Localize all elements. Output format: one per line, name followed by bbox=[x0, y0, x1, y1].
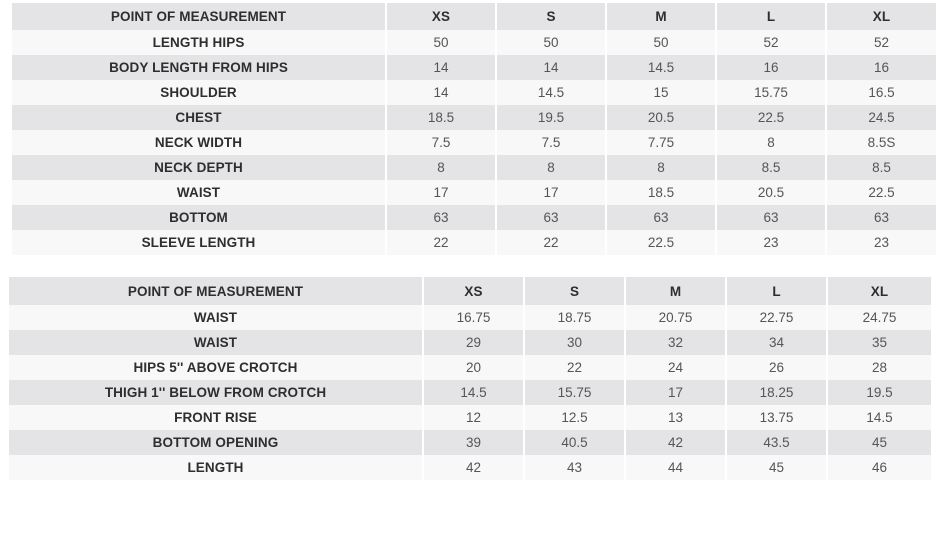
size-value-cell: 15.75 bbox=[525, 380, 624, 405]
table-row bbox=[9, 330, 931, 355]
size-value-cell: 20.5 bbox=[717, 180, 825, 205]
size-value-cell: 42 bbox=[626, 430, 725, 455]
measurement-label: WAIST bbox=[12, 180, 385, 205]
size-value-cell: 17 bbox=[626, 380, 725, 405]
size-value-cell: 8 bbox=[497, 155, 605, 180]
header-size-xs: XS bbox=[387, 3, 495, 30]
size-value-cell: 43.5 bbox=[727, 430, 826, 455]
header-size-xl: XL bbox=[827, 3, 936, 30]
size-value-cell: 22 bbox=[387, 230, 495, 255]
size-value-cell: 14.5 bbox=[424, 380, 523, 405]
size-value-cell: 14 bbox=[497, 55, 605, 80]
measurement-label: SLEEVE LENGTH bbox=[12, 230, 385, 255]
size-value-cell: 16 bbox=[827, 55, 936, 80]
size-value-cell: 26 bbox=[727, 355, 826, 380]
size-value-cell: 50 bbox=[607, 30, 715, 55]
header-size-s: S bbox=[525, 277, 624, 305]
size-value-cell: 23 bbox=[827, 230, 936, 255]
size-value-cell: 14.5 bbox=[828, 405, 931, 430]
top-size-chart-table bbox=[10, 3, 938, 255]
size-value-cell: 63 bbox=[607, 205, 715, 230]
measurement-label: BOTTOM bbox=[12, 205, 385, 230]
size-value-cell: 22.75 bbox=[727, 305, 826, 330]
measurement-label: FRONT RISE bbox=[9, 405, 422, 430]
table-row bbox=[12, 80, 936, 105]
header-size-m: M bbox=[626, 277, 725, 305]
size-value-cell: 8.5 bbox=[717, 155, 825, 180]
size-value-cell: 43 bbox=[525, 455, 624, 480]
measurement-label: SHOULDER bbox=[12, 80, 385, 105]
size-value-cell: 7.5 bbox=[387, 130, 495, 155]
size-value-cell: 17 bbox=[497, 180, 605, 205]
measurement-label: LENGTH bbox=[9, 455, 422, 480]
header-size-s: S bbox=[497, 3, 605, 30]
size-value-cell: 18.75 bbox=[525, 305, 624, 330]
size-value-cell: 34 bbox=[727, 330, 826, 355]
bottom-table-header bbox=[9, 277, 931, 305]
header-size-m: M bbox=[607, 3, 715, 30]
size-value-cell: 16.75 bbox=[424, 305, 523, 330]
size-value-cell: 42 bbox=[424, 455, 523, 480]
bottom-size-chart-table bbox=[7, 277, 933, 480]
table-row bbox=[9, 380, 931, 405]
size-value-cell: 22.5 bbox=[717, 105, 825, 130]
measurement-label: WAIST bbox=[9, 305, 422, 330]
table-row bbox=[12, 130, 936, 155]
size-value-cell: 35 bbox=[828, 330, 931, 355]
size-value-cell: 46 bbox=[828, 455, 931, 480]
size-value-cell: 44 bbox=[626, 455, 725, 480]
header-size-l: L bbox=[727, 277, 826, 305]
size-value-cell: 8 bbox=[717, 130, 825, 155]
table-row bbox=[12, 180, 936, 205]
size-value-cell: 15.75 bbox=[717, 80, 825, 105]
size-value-cell: 20 bbox=[424, 355, 523, 380]
size-value-cell: 63 bbox=[387, 205, 495, 230]
size-value-cell: 22 bbox=[497, 230, 605, 255]
table-row bbox=[9, 455, 931, 480]
size-value-cell: 20.5 bbox=[607, 105, 715, 130]
size-value-cell: 12 bbox=[424, 405, 523, 430]
size-value-cell: 12.5 bbox=[525, 405, 624, 430]
header-size-xl: XL bbox=[828, 277, 931, 305]
size-value-cell: 24.5 bbox=[827, 105, 936, 130]
table-row bbox=[12, 30, 936, 55]
size-value-cell: 22 bbox=[525, 355, 624, 380]
size-value-cell: 14.5 bbox=[497, 80, 605, 105]
header-size-l: L bbox=[717, 3, 825, 30]
size-value-cell: 16 bbox=[717, 55, 825, 80]
table-row bbox=[9, 430, 931, 455]
table-row bbox=[9, 355, 931, 380]
header-point-of-measurement: POINT OF MEASUREMENT bbox=[9, 277, 422, 305]
header-point-of-measurement: POINT OF MEASUREMENT bbox=[12, 3, 385, 30]
measurement-label: HIPS 5'' ABOVE CROTCH bbox=[9, 355, 422, 380]
size-value-cell: 39 bbox=[424, 430, 523, 455]
table-row bbox=[9, 305, 931, 330]
measurement-label: CHEST bbox=[12, 105, 385, 130]
size-value-cell: 45 bbox=[727, 455, 826, 480]
size-value-cell: 32 bbox=[626, 330, 725, 355]
table-row bbox=[12, 230, 936, 255]
size-value-cell: 30 bbox=[525, 330, 624, 355]
size-value-cell: 15 bbox=[607, 80, 715, 105]
size-value-cell: 52 bbox=[717, 30, 825, 55]
size-value-cell: 7.75 bbox=[607, 130, 715, 155]
measurement-label: WAIST bbox=[9, 330, 422, 355]
size-value-cell: 19.5 bbox=[828, 380, 931, 405]
size-value-cell: 52 bbox=[827, 30, 936, 55]
top-table-body bbox=[12, 30, 936, 255]
measurement-label: NECK WIDTH bbox=[12, 130, 385, 155]
header-row bbox=[9, 277, 931, 305]
size-value-cell: 16.5 bbox=[827, 80, 936, 105]
table-row bbox=[12, 105, 936, 130]
header-row bbox=[12, 3, 936, 30]
size-value-cell: 14 bbox=[387, 80, 495, 105]
size-value-cell: 18.5 bbox=[387, 105, 495, 130]
size-value-cell: 63 bbox=[827, 205, 936, 230]
size-value-cell: 22.5 bbox=[607, 230, 715, 255]
size-value-cell: 50 bbox=[497, 30, 605, 55]
bottom-table-body bbox=[9, 305, 931, 480]
size-value-cell: 20.75 bbox=[626, 305, 725, 330]
size-value-cell: 17 bbox=[387, 180, 495, 205]
size-value-cell: 13 bbox=[626, 405, 725, 430]
size-value-cell: 40.5 bbox=[525, 430, 624, 455]
size-value-cell: 22.5 bbox=[827, 180, 936, 205]
size-value-cell: 24.75 bbox=[828, 305, 931, 330]
size-value-cell: 29 bbox=[424, 330, 523, 355]
header-size-xs: XS bbox=[424, 277, 523, 305]
size-value-cell: 63 bbox=[717, 205, 825, 230]
size-value-cell: 28 bbox=[828, 355, 931, 380]
table-row bbox=[12, 55, 936, 80]
size-value-cell: 19.5 bbox=[497, 105, 605, 130]
table-row bbox=[12, 205, 936, 230]
table-row bbox=[12, 155, 936, 180]
size-value-cell: 14.5 bbox=[607, 55, 715, 80]
measurement-label: BODY LENGTH FROM HIPS bbox=[12, 55, 385, 80]
size-value-cell: 18.25 bbox=[727, 380, 826, 405]
size-value-cell: 14 bbox=[387, 55, 495, 80]
measurement-label: BOTTOM OPENING bbox=[9, 430, 422, 455]
size-value-cell: 18.5 bbox=[607, 180, 715, 205]
size-value-cell: 8.5S bbox=[827, 130, 936, 155]
size-value-cell: 50 bbox=[387, 30, 495, 55]
size-value-cell: 8.5 bbox=[827, 155, 936, 180]
size-value-cell: 7.5 bbox=[497, 130, 605, 155]
size-value-cell: 8 bbox=[387, 155, 495, 180]
measurement-label: LENGTH HIPS bbox=[12, 30, 385, 55]
size-value-cell: 63 bbox=[497, 205, 605, 230]
measurement-label: THIGH 1'' BELOW FROM CROTCH bbox=[9, 380, 422, 405]
table-row bbox=[9, 405, 931, 430]
size-value-cell: 23 bbox=[717, 230, 825, 255]
size-value-cell: 8 bbox=[607, 155, 715, 180]
top-table-header bbox=[12, 3, 936, 30]
size-value-cell: 24 bbox=[626, 355, 725, 380]
size-value-cell: 13.75 bbox=[727, 405, 826, 430]
measurement-label: NECK DEPTH bbox=[12, 155, 385, 180]
size-value-cell: 45 bbox=[828, 430, 931, 455]
